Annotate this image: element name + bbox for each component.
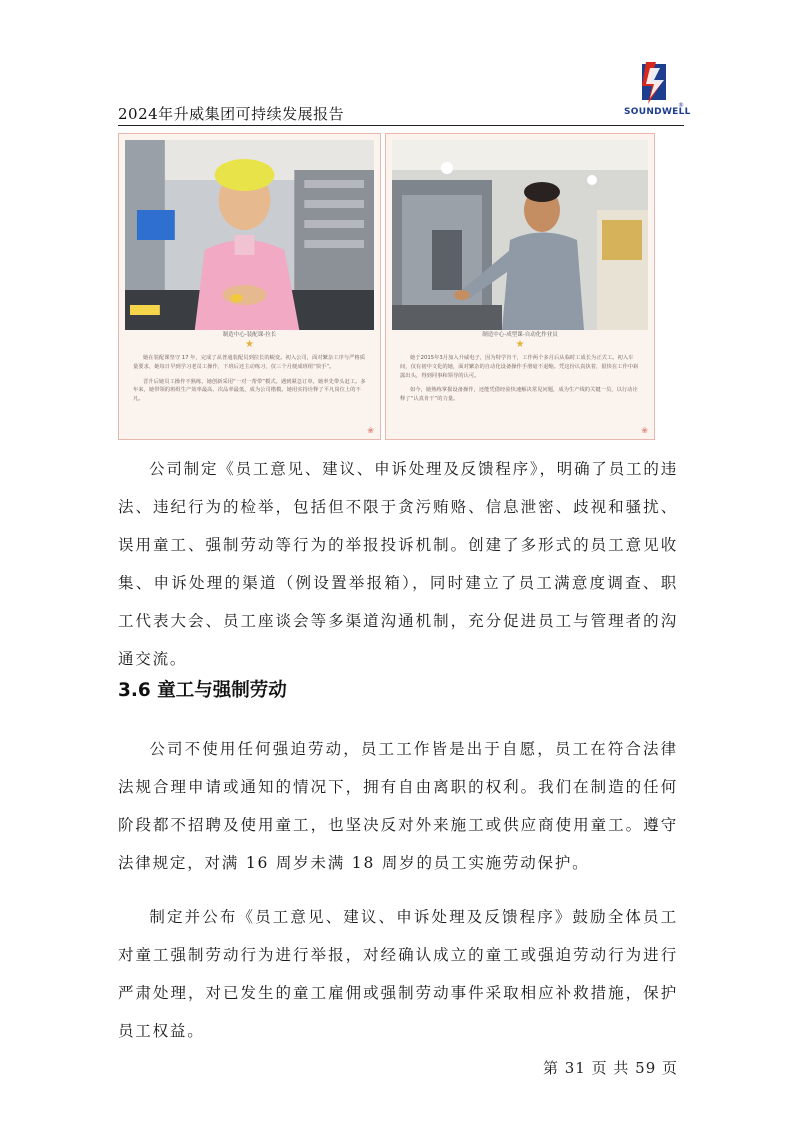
body-paragraph-grievance [118,450,678,678]
employee-profile-card-2 [385,133,655,440]
profile-paragraph: 如今，她熟练掌握设备操作，还能凭借经验快速解决常见问题，成为生产线的关键一员，以行动诠释了“认真肯干”的力量。 [400,387,638,403]
report-title: 2024年升威集团可持续发展报告 [118,105,345,123]
paragraph-text: 公司制定《员工意见、建议、申诉处理及反馈程序》，明确了员工的违法、违纪行为的检举，包括但不限于贪污贿赂、信息泄密、歧视和骚扰、误用童工、强制劳动等行为的举报投诉机制。创建了多形式的员工意见收集、申诉处理的渠道（例设置举报箱），同时建立了员工满意度调查、职工代表大会、员工座谈会等多渠道沟通机制，充分促进员工与管理者的沟通交流。 [118,460,678,668]
header-divider [118,125,684,126]
floral-decoration-icon: ❀ [641,426,648,435]
logo-registered-mark: ® [678,102,684,109]
worker-photo-2 [392,140,648,330]
profile-description [400,354,640,410]
star-icon: ★ [515,339,525,350]
logo-wordmark: SOUNDWELL [624,107,691,117]
section-title: 童工与强制劳动 [157,680,287,701]
profile-paragraph: 她在装配课坚守 17 年，完成了从普通装配员到拉长的蜕变。初入公司，面对繁杂工序与严格质量要求，她每日早到学习老员工操作，下班后还主动练习，仅三个月便成班组“快手”。 [133,355,365,370]
profile-caption: 制造中心-装配课-拉长 [222,332,277,338]
profile-description [133,354,366,410]
section-number: 3.6 [118,680,151,701]
employee-profile-card-1 [118,133,381,440]
profile-paragraph: 她于2015年3月加入升威电子，因为特学肯干，工作两个多月后从临时工成长为正式工。初入车间，仅有初中文化的她，面对繁杂的自动化设备操作手册毫不退缩。凭这份认真执着，很快在工作中崭露出头，得到同事和领导的认可。 [400,355,639,379]
section-heading [118,676,287,702]
floral-decoration-icon: ❀ [367,426,374,435]
profile-paragraph: 晋升后她员工操作不熟练，她创新采用“一对一帮带”模式。遇到紧急订单，她率先带头赶工。多年来，她带领的班组生产效率最高、次品率最低，成为公司楷模。她用实持诠释了平凡岗位上的不凡。 [133,378,366,403]
body-paragraph-forced-labour [118,730,678,882]
body-paragraph-reporting [118,898,678,1050]
paragraph-text: 制定并公布《员工意见、建议、申诉处理及反馈程序》鼓励全体员工对童工强制劳动行为进行举报，对经确认成立的童工或强迫劳动行为进行严肃处理，对已发生的童工雇佣或强制劳动事件采取相应补救措施，保护员工权益。 [118,908,678,1040]
profile-caption: 制造中心-成型课-自动化作业员 [482,332,558,338]
page-number: 第 31 页 共 59 页 [543,1059,679,1077]
paragraph-text: 公司不使用任何强迫劳动，员工工作皆是出于自愿，员工在符合法律法规合理申请或通知的情况下，拥有自由离职的权利。我们在制造的任何阶段都不招聘及使用童工，也坚决反对外来施工或供应商使用童工。遵守法律规定，对满 16 周岁未满 18 周岁的员工实施劳动保护。 [118,740,678,872]
worker-photo-1 [125,140,374,330]
star-icon: ★ [245,339,254,350]
